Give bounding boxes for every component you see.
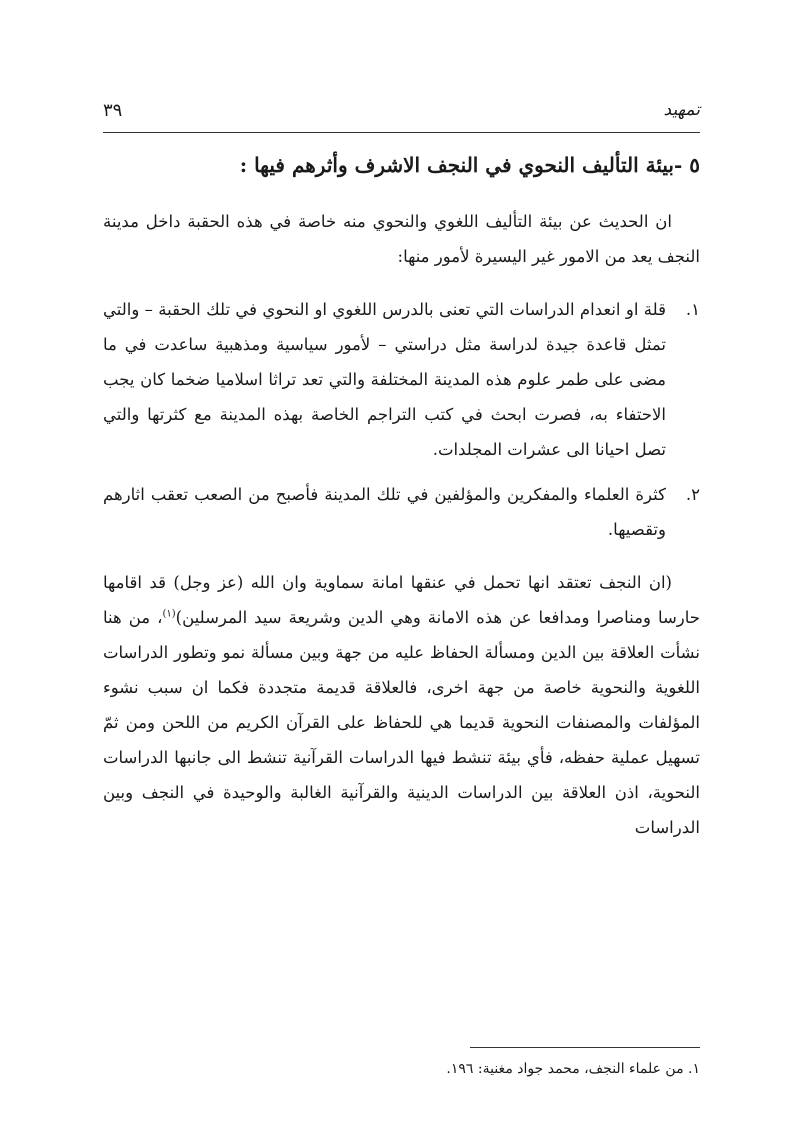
header-rule <box>103 132 700 133</box>
list-item-number: ٢. <box>685 485 700 504</box>
running-header <box>103 100 700 126</box>
section-heading: ٥ -بيئة التأليف النحوي في النجف الاشرف وأثرهم فيها : <box>239 153 700 177</box>
quote-paragraph <box>103 565 700 845</box>
footnote-rule <box>470 1047 700 1048</box>
running-title: تمهيد <box>663 100 700 120</box>
intro-paragraph: ان الحديث عن بيئة التأليف اللغوي والنحوي منه خاصة في هذه الحقبة داخل مدينة النجف يعد من الامور غير اليسيرة لأمور منها: <box>103 212 700 266</box>
footnote-reference[interactable]: (١) <box>162 608 176 620</box>
numbered-list <box>103 292 700 547</box>
list-item <box>103 292 700 467</box>
list-item-text: قلة او انعدام الدراسات التي تعنى بالدرس اللغوي او النحوي في تلك الحقبة – والتي تمثل قاعدة جيدة لدراسة مثل دراستي – لأمور سياسية ومذهبية ساعدت في ما مضى على طمر علوم هذه المدينة المختلفة والتي تعد تراثا اسلاميا ضخما كان يجب الاحتفاء به، فصرت ابحث في كتب التراجم الخاصة بهذه المدينة مع كثرتها والتي تصل احيانا الى عشرات المجلدات. <box>103 300 666 459</box>
list-item-number: ١. <box>685 300 700 319</box>
list-item-text: كثرة العلماء والمفكرين والمؤلفين في تلك المدينة فأصبح من الصعب تعقب اثارهم وتقصيها. <box>103 485 666 539</box>
paragraph-continuation: ، من هنا نشأت العلاقة بين الدين ومسألة الحفاظ عليه من جهة وبين مسألة نمو وتطور الدراسات اللغوية والنحوية خاصة من جهة اخرى، فالعلاقة قديمة متجددة فكما ان سبب نشوء المؤلفات والمصنفات النحوية قديما هي للحفاظ على القرآن الكريم من اللحن ومن ثمّ تسهيل عملية حفظه، فأي بيئة تنشط فيها الدراسات القرآنية تنشط الى جانبها الدراسات النحوية، اذن العلاقة بين الدراسات الدينية والقرآنية الغالبة والوحيدة في النجف وبين الدراسات <box>103 608 700 837</box>
list-item <box>103 477 700 547</box>
body-text <box>103 204 700 863</box>
quote-text: (ان النجف تعتقد انها تحمل في عنقها امانة سماوية وان الله (عز وجل) قد اقامها حارسا ومناصرا ومدافعا عن هذه الامانة وهي الدين وشريعة سيد المرسلين) <box>103 573 701 627</box>
page-number: ٣٩ <box>103 100 123 121</box>
footnote: ١. من علماء النجف، محمد جواد مغنية: ١٩٦. <box>446 1061 700 1077</box>
